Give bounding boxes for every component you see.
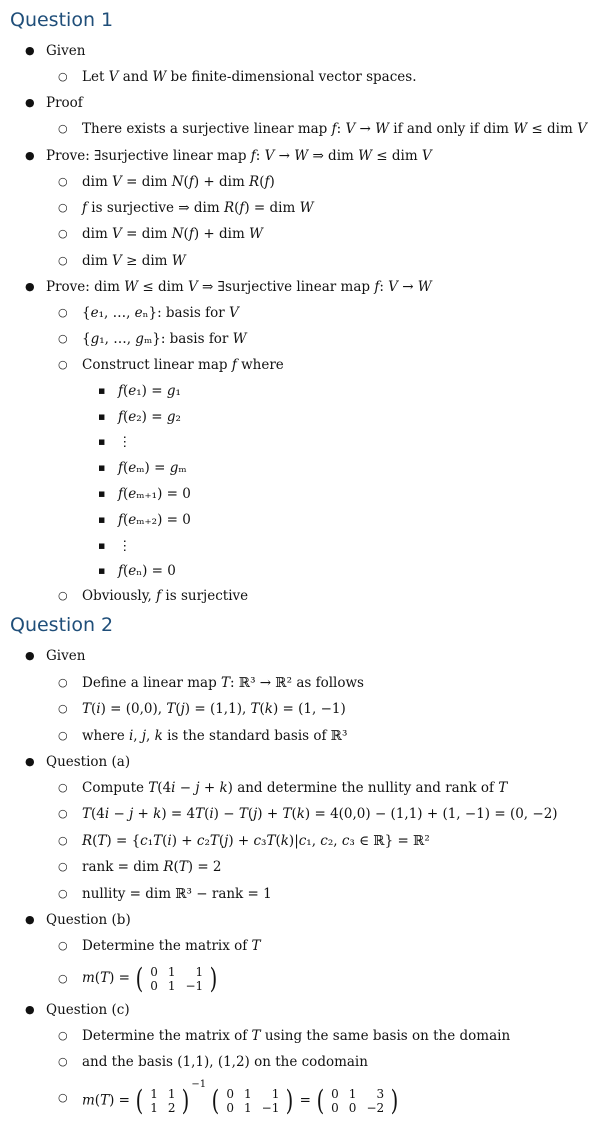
matrix-cell: 0 — [348, 1101, 357, 1115]
left-paren: ( — [135, 1084, 144, 1117]
bullet: ○ — [58, 676, 68, 689]
right-paren: ) — [286, 1084, 294, 1117]
bullet: ○ — [58, 306, 68, 319]
bullet: ○ — [58, 254, 68, 267]
question-a-step: 𝑇(4𝑖 − 𝑗 + 𝑘) = 4𝑇(𝑖) − 𝑇(𝑗) + 𝑇(𝑘) = 4(0,0) − (1,1) + (1, −1) = (0, −2) — [82, 806, 558, 822]
left-paren: ( — [316, 1084, 325, 1117]
construct-item: 𝑓(𝑒₂) = 𝑔₂ — [118, 409, 181, 425]
bullet: ○ — [58, 201, 68, 214]
bullet: ○ — [58, 332, 68, 345]
prove-forward-step: dim 𝑉 = dim 𝑁(𝑓) + dim 𝑅(𝑓) — [82, 174, 275, 190]
prove-backward-label: Prove: dim 𝑊 ≤ dim 𝑉 ⇒ ∃surjective linear map 𝑓: 𝑉 → 𝑊 — [46, 279, 432, 295]
right-paren: ) — [182, 1084, 190, 1117]
matrix-basis — [145, 1087, 180, 1115]
bullet: ● — [25, 755, 35, 768]
bullet: ○ — [58, 887, 68, 900]
bullet: ● — [25, 280, 35, 293]
matrix-cell: 1 — [348, 1087, 357, 1101]
question-a-step: 𝑅(𝑇) = {𝑐₁𝑇(𝑖) + 𝑐₂𝑇(𝑗) + 𝑐₃𝑇(𝑘)|𝑐₁, 𝑐₂, 𝑐₃ ∈ ℝ} = ℝ² — [82, 833, 430, 849]
matrix-cell: 1 — [167, 1087, 176, 1101]
matrix-result — [326, 1087, 389, 1115]
matrix-cell: 1 — [244, 1101, 252, 1115]
prove-forward-step: dim 𝑉 = dim 𝑁(𝑓) + dim 𝑊 — [82, 226, 263, 242]
question-c-step: Determine the matrix of 𝑇 using the same basis on the domain — [82, 1028, 511, 1044]
prove-forward-step: 𝑓 is surjective ⇒ dim 𝑅(𝑓) = dim 𝑊 — [82, 200, 314, 216]
question-c-label: Question (c) — [46, 1002, 130, 1018]
left-paren: ( — [212, 1084, 220, 1117]
bullet: ● — [25, 96, 35, 109]
prove-forward-step: dim 𝑉 ≥ dim 𝑊 — [82, 253, 186, 269]
bullet: ○ — [58, 122, 68, 135]
construct-item: 𝑓(𝑒ₘ) = 𝑔ₘ — [118, 460, 187, 476]
matrix-cell: 1 — [150, 1101, 158, 1115]
matrix-mt — [221, 1087, 284, 1115]
bullet: ● — [25, 913, 35, 926]
bullet: ▪ — [98, 410, 106, 423]
bullet: ● — [25, 149, 35, 162]
matrix-cell: −1 — [261, 1101, 280, 1115]
bullet: ○ — [58, 834, 68, 847]
matrix-cell: 1 — [271, 1087, 280, 1101]
bullet: ○ — [58, 860, 68, 873]
matrix-cell: 1 — [167, 978, 176, 993]
prove-backward-step: Construct linear map 𝑓 where — [82, 357, 284, 373]
prove-forward-label: Prove: ∃surjective linear map 𝑓: 𝑉 → 𝑊 ⇒ dim 𝑊 ≤ dim 𝑉 — [46, 148, 432, 164]
matrix-mt — [145, 965, 208, 993]
given-label: Given — [46, 43, 86, 59]
prove-backward-step: {𝑔₁, …, 𝑔ₘ}: basis for 𝑊 — [82, 331, 247, 347]
question-c-matrix-line — [82, 1076, 400, 1122]
bullet: ▪ — [98, 461, 106, 474]
question-b-step: Determine the matrix of 𝑇 — [82, 938, 261, 954]
bullet: ▪ — [98, 487, 106, 500]
construct-item: ⋮ — [118, 434, 132, 450]
matrix-cell: 0 — [150, 964, 158, 979]
bullet: ○ — [58, 175, 68, 188]
bullet: ○ — [58, 807, 68, 820]
matrix-cell: 0 — [226, 1101, 235, 1115]
given-text: 𝑇(𝑖) = (0,0), 𝑇(𝑗) = (1,1), 𝑇(𝑘) = (1, −1) — [82, 701, 346, 717]
bullet: ○ — [58, 1055, 68, 1068]
question-2-title: Question 2 — [10, 614, 114, 636]
question-1-title: Question 1 — [10, 9, 114, 31]
left-paren: ( — [135, 961, 144, 995]
construct-item: 𝑓(𝑒ₘ₊₁) = 0 — [118, 486, 191, 502]
bullet: ○ — [58, 729, 68, 742]
question-b-matrix-line — [82, 958, 219, 998]
question-c-step: and the basis (1,1), (1,2) on the codomain — [82, 1054, 368, 1070]
bullet: ▪ — [98, 564, 106, 577]
construct-item: 𝑓(𝑒ₘ₊₂) = 0 — [118, 512, 191, 528]
bullet: ○ — [58, 227, 68, 240]
conclusion: Obviously, 𝑓 is surjective — [82, 588, 249, 604]
question-a-step: Compute 𝑇(4𝑖 − 𝑗 + 𝑘) and determine the nullity and rank of 𝑇 — [82, 780, 508, 796]
bullet: ○ — [58, 70, 68, 83]
question-b-label: Question (b) — [46, 912, 131, 928]
matrix-cell: 1 — [244, 1087, 252, 1101]
right-paren: ) — [209, 961, 218, 995]
bullet: ○ — [58, 589, 68, 602]
matrix-cell: 0 — [331, 1101, 339, 1115]
matrix-prefix: 𝑚(𝑇) = — [82, 1092, 130, 1109]
bullet: ▪ — [98, 384, 106, 397]
bullet: ○ — [58, 972, 68, 985]
matrix-cell: −2 — [366, 1101, 385, 1115]
matrix-cell: 0 — [226, 1087, 235, 1101]
bullet: ○ — [58, 1029, 68, 1042]
inverse-exponent: −1 — [191, 1079, 207, 1090]
bullet: ● — [25, 649, 35, 662]
bullet: ▪ — [98, 539, 106, 552]
matrix-cell: −1 — [185, 978, 204, 993]
matrix-prefix: 𝑚(𝑇) = — [82, 970, 130, 986]
proof-statement: There exists a surjective linear map 𝑓: 𝑉 → 𝑊 if and only if dim 𝑊 ≤ dim 𝑉 — [82, 121, 587, 137]
construct-item: 𝑓(𝑒ₙ) = 0 — [118, 563, 176, 579]
matrix-cell: 1 — [167, 964, 176, 979]
equals-sign: = — [299, 1092, 311, 1109]
bullet: ● — [25, 1003, 35, 1016]
construct-item: ⋮ — [118, 538, 132, 554]
construct-item: 𝑓(𝑒₁) = 𝑔₁ — [118, 383, 181, 399]
bullet: ▪ — [98, 435, 106, 448]
bullet: ○ — [58, 358, 68, 371]
question-a-label: Question (a) — [46, 754, 131, 770]
bullet: ○ — [58, 1091, 68, 1104]
given-text: where 𝑖, 𝑗, 𝑘 is the standard basis of ℝ³ — [82, 728, 348, 744]
matrix-cell: 3 — [376, 1087, 385, 1101]
matrix-cell: 1 — [195, 964, 204, 979]
question-a-step: rank = dim 𝑅(𝑇) = 2 — [82, 859, 222, 875]
matrix-cell: 0 — [150, 978, 158, 993]
bullet: ● — [25, 44, 35, 57]
question-a-step: nullity = dim ℝ³ − rank = 1 — [82, 886, 272, 902]
matrix-cell: 2 — [167, 1101, 176, 1115]
bullet: ○ — [58, 939, 68, 952]
bullet: ▪ — [98, 513, 106, 526]
bullet: ○ — [58, 781, 68, 794]
bullet: ○ — [58, 702, 68, 715]
proof-label: Proof — [46, 95, 83, 111]
given-label: Given — [46, 648, 86, 664]
right-paren: ) — [390, 1084, 399, 1117]
given-text: Let 𝑉 and 𝑊 be finite-dimensional vector spaces. — [82, 69, 417, 85]
matrix-cell: 0 — [331, 1087, 339, 1101]
given-text: Define a linear map 𝑇: ℝ³ → ℝ² as follows — [82, 675, 364, 691]
matrix-cell: 1 — [150, 1087, 158, 1101]
prove-backward-step: {𝑒₁, …, 𝑒ₙ}: basis for 𝑉 — [82, 305, 239, 321]
